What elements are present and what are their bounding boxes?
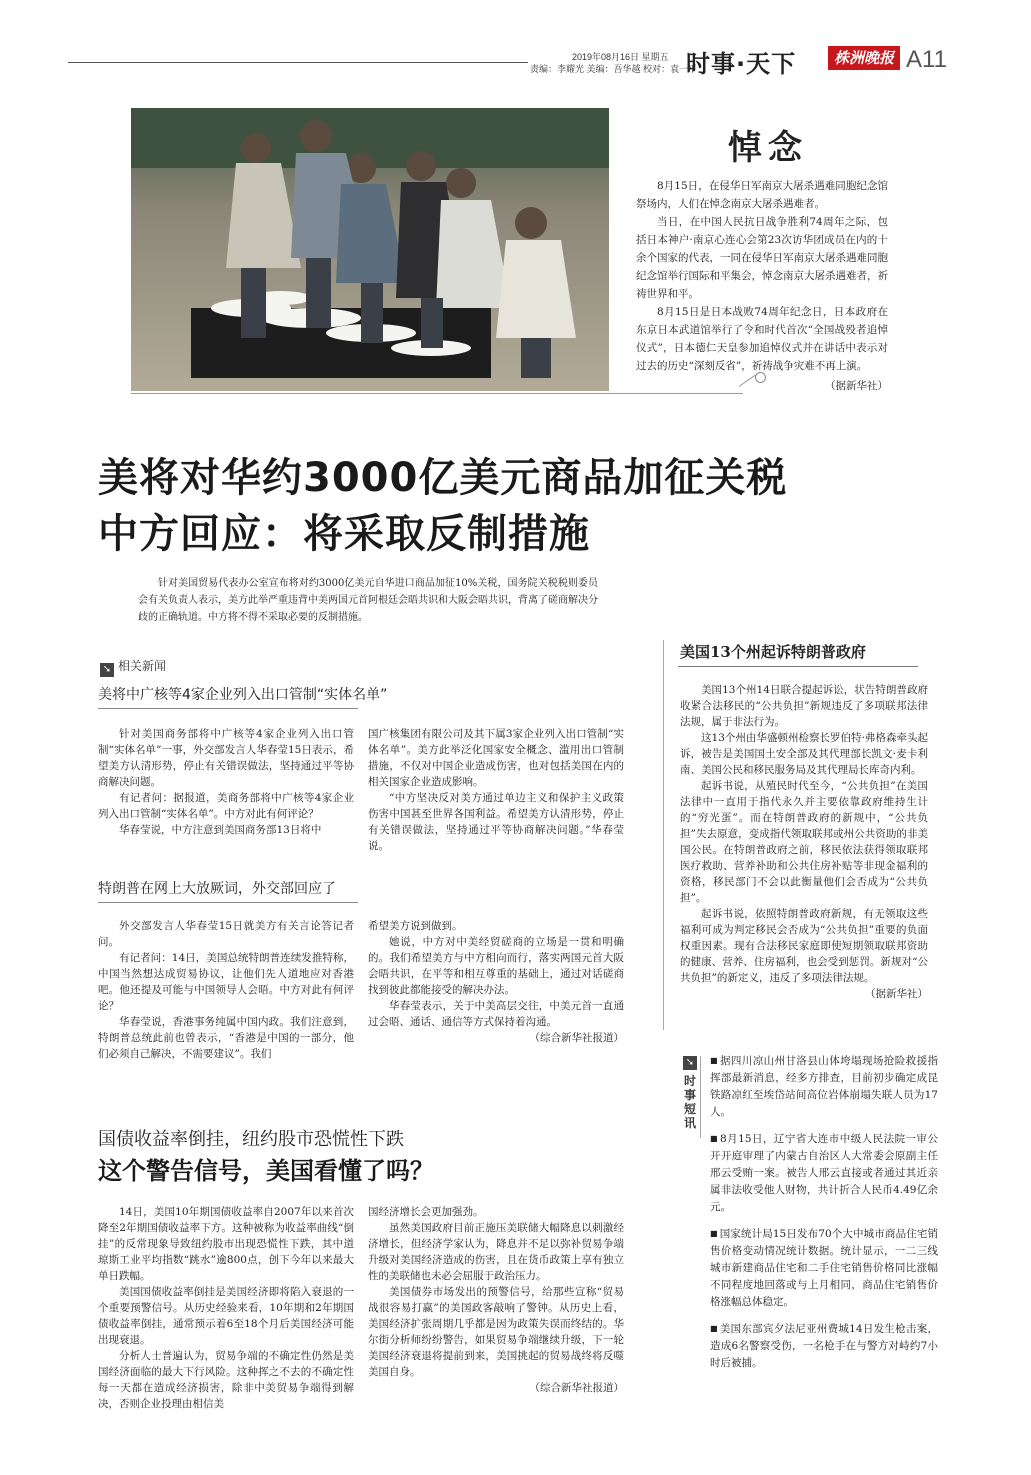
story-source: （据新华社） [865,988,928,1000]
story-paragraph: 美国13个州14日联合提起诉讼，状告特朗普政府收紧合法移民的“公共负担”新规违反了多项联邦法律法规，属于非法行为。 [680,684,928,728]
page-number: A11 [906,46,947,73]
header-rule [68,62,528,63]
story-paragraph: 美国国债收益率倒挂是美国经济即将陷入衰退的一个重要预警信号。从历史经验来看，10年期和2年期国债收益率倒挂，通常预示着6至18个月后美国经济可能出现衰退。 [98,1286,354,1346]
story-paragraph: 针对美国商务部将中广核等4家企业列入出口管制“实体名单”一事，外交部发言人华春莹15日表示，希望美方认清形势，停止有关错误做法，坚持通过平等协商解决问题。 [98,728,354,788]
story-paragraph: 14日，美国10年期国债收益率自2007年以来首次降至2年期国债收益率下方。这种被称为收益率曲线“倒挂”的反常现象导致纽约股市出现恐慌性下跌，其中道琼斯工业平均指数“跳水”逾800点，创下今年以来最大单日跌幅。 [98,1206,354,1282]
brief-item: ■ 国家统计局15日发布70个大中城市商品住宅销售价格变动情况统计数据。统计显示，一二三线城市新建商品住宅和二手住宅销售价格同比涨幅不同程度地回落或与上月相同，商品住宅销售价格涨幅总体稳定。 [710,1225,938,1311]
column-divider [663,640,664,1030]
news-briefs-title: 时事短讯 [683,1074,696,1130]
issue-date: 2019年08月16日 星期五 [572,52,669,62]
story-paragraph: 美国债券市场发出的预警信号，给那些宣称“贸易战很容易打赢”的美国政客敲响了警钟。从历史上看，美国经济扩张周期几乎都是因为政策失误而终结的。华尔街分析师纷纷警告，如果贸易争端继续升级，下一轮美国经济衰退将提前到来，美国挑起的贸易战终将反噬美国自身。 [368,1286,624,1378]
story-paragraph: 这13个州由华盛顿州检察长罗伯特·弗格森牵头起诉，被告是美国国土安全部及其代理部长凯文·麦卡利南、美国公民和移民服务局及其代理局长库奇内利。 [680,732,928,776]
story-paragraph: 外交部发言人华春莹15日就美方有关言论答记者问。 [98,920,354,948]
story1-rule [98,708,358,709]
story-paragraph: 华春莹说，中方注意到美国商务部13日将中 [119,824,322,836]
mourning-caption [636,177,888,395]
editor-credits: 责编：李耀光 美编：吾华越 校对：袁一平 [530,64,698,74]
caption-source: （据新华社） [825,380,888,392]
story-paragraph: 起诉书说，依照特朗普政府新规，有无领取这些福利可成为判定移民会否成为“公共负担”重要的负面权重因素。现有合法移民家庭即使短期领取联邦资助的健康、营养、住房福利，也会受到惩罚。新规对“公共负担”的新定义，违反了多项法律法规。 [680,908,928,984]
story-paragraph: 起诉书说，从殖民时代至今，“公共负担”在美国法律中一直用于指代永久并主要依靠政府维持生计的“穷光蛋”。而在特朗普政府的新规中，“公共负担”失去原意，变成指代领取联邦或州公共资助的非美国公民。在特朗普政府之前，移民依法获得领取联邦医疗救助、营养补助和公共住房补贴等非现金福利的资格，移民部门不会以此衡量他们会否成为“公共负担”。 [680,780,928,904]
section-divider [131,393,743,394]
story-paragraph: 分析人士普遍认为，贸易争端的不确定性仍然是美国经济面临的最大下行风险。这种挥之不去的不确定性每一天都在造成经济损害，除非中美贸易争端得到解决，否则企业投理由相信美 [98,1350,354,1410]
bond-column-2 [368,1204,624,1396]
story2-title: 特朗普在网上大放厥词，外交部回应了 [98,881,336,897]
caption-paragraph: 8月15日是日本战败74周年纪念日，日本政府在东京日本武道馆举行了令和时代首次“全国战殁者追悼仪式”，日本德仁天皇参加追悼仪式并在讲话中表示对过去的历史“深刻反省”，祈祷战争灾难不再上演。 [636,306,888,372]
bond-subtitle: 国债收益率倒挂，纽约股市恐慌性下跌 [98,1129,404,1150]
divider-circle-icon [755,372,766,383]
headline-line-1: 美将对华约3000亿美元商品加征关税 [98,455,788,501]
mourning-title: 悼念 [728,128,808,168]
story2-column-1 [98,918,354,1062]
story-paragraph: 有记者问：14日，美国总统特朗普连续发推特称，中国当然想达成贸易协议，让他们先人道地应对香港吧。他还提及可能与中国领导人会晤。中方对此有何评论？ [98,952,354,1012]
story-paragraph: 她说，中方对中美经贸磋商的立场是一贯和明确的。我们希望美方与中方相向而行，落实两国元首大阪会晤共识，在平等和相互尊重的基础上，通过对话磋商找到彼此都能接受的解决办法。 [368,936,624,996]
states-lawsuit-body [680,682,928,1002]
related-news-label: 相关新闻 [118,659,167,673]
lead-paragraph: 针对美国贸易代表办公室宣布将对约3000亿美元自华进口商品加征10%关税，国务院关税税则委员会有关负责人表示，美方此举严重违背中美两国元首阿根廷会晤共识和大阪会晤共识，背离了磋商解决分歧的正确轨道。中方将不得不采取必要的反制措施。 [138,578,598,623]
story-paragraph: 有记者问：据报道，美商务部将中广核等4家企业列入出口管制“实体名单”。中方对此有何评论？ [98,792,354,820]
story-paragraph: 虽然美国政府目前正施压美联储大幅降息以刺激经济增长，但经济学家认为，降息并不足以弥补贸易争端升级对美国经济造成的伤害，且在货币政策上享有独立性的美联储也未必会屈服于政治压力。 [368,1222,624,1282]
story1-column-1 [98,726,354,838]
story-source: （综合新华社报道） [529,1032,624,1044]
brief-item: ■ 美国东部宾夕法尼亚州费城14日发生枪击案，造成6名警察受伤，一名枪手在与警方对峙约7小时后被捕。 [710,1320,938,1372]
section-title: 时事·天下 [686,50,797,78]
story-paragraph: 国广核集团有限公司及其下属3家企业列入出口管制“实体名单”。美方此举泛化国家安全概念、滥用出口管制措施，不仅对中国企业造成伤害，也对包括美国在内的相关国家企业造成影响。 [368,728,624,788]
main-headline [98,450,787,562]
states-title-rule [678,666,918,667]
arrow-icon: ➘ [683,1056,697,1070]
related-news-tag [100,657,166,677]
bond-column-1 [98,1204,354,1412]
bond-headline: 这个警告信号，美国看懂了吗？ [98,1156,434,1185]
story-paragraph: “中方坚决反对美方通过单边主义和保护主义政策伤害中国甚至世界各国利益。希望美方认清形势，停止有关错误做法，坚持通过平等协商解决问题。”华春莹说。 [368,792,624,852]
news-briefs-label [680,1056,700,1130]
caption-paragraph: 当日，在中国人民抗日战争胜利74周年之际，包括日本神户·南京心连心会第23次访华团成员在内的十余个国家的代表，一同在侵华日军南京大屠杀遇难同胞纪念馆举行国际和平集会，悼念南京大屠杀遇难者，祈祷世界和平。 [636,216,888,300]
story1-title: 美将中广核等4家企业列入出口管制“实体名单” [98,687,388,703]
briefs-divider [700,1056,701,1138]
story2-column-2 [368,918,624,1046]
states-lawsuit-title: 美国13个州起诉特朗普政府 [680,643,866,661]
story-paragraph: 国经济增长会更加强劲。 [368,1206,484,1218]
headline-line-2: 中方回应：将采取反制措施 [98,511,590,557]
story-source: （综合新华社报道） [529,1382,624,1394]
news-briefs [710,1052,938,1381]
mourning-photo [131,108,609,391]
arrow-icon: ➘ [100,663,114,677]
newspaper-logo: 株洲晚报 [828,46,900,70]
caption-paragraph: 8月15日，在侵华日军南京大屠杀遇难同胞纪念馆祭场内，人们在悼念南京大屠杀遇难者。 [636,180,888,210]
brief-item: ■ 8月15日，辽宁省大连市中级人民法院一审公开开庭审理了内蒙古自治区人大常委会原副主任邢云受贿一案。被告人邢云直接或者通过其近亲属非法收受他人财物，共计折合人民币4.49亿余元。 [710,1130,938,1216]
brief-item: ■ 据四川凉山州甘洛县山体垮塌现场抢险救援指挥部最新消息，经多方排查，目前初步确定成昆铁路凉红至埃岱站间高位岩体崩塌失联人员为17人。 [710,1052,938,1121]
story-paragraph: 华春莹表示，关于中美高层交往，中美元首一直通过会晤、通话、通信等方式保持着沟通。 [368,1000,624,1028]
story-paragraph: 希望美方说到做到。 [368,920,463,932]
story1-column-2 [368,726,624,854]
story2-rule [98,902,358,903]
story-paragraph: 华春莹说，香港事务纯属中国内政。我们注意到，特朗普总统此前也曾表示，“香港是中国的一部分，他们必须自己解决，不需要建议”。我们 [98,1016,354,1060]
